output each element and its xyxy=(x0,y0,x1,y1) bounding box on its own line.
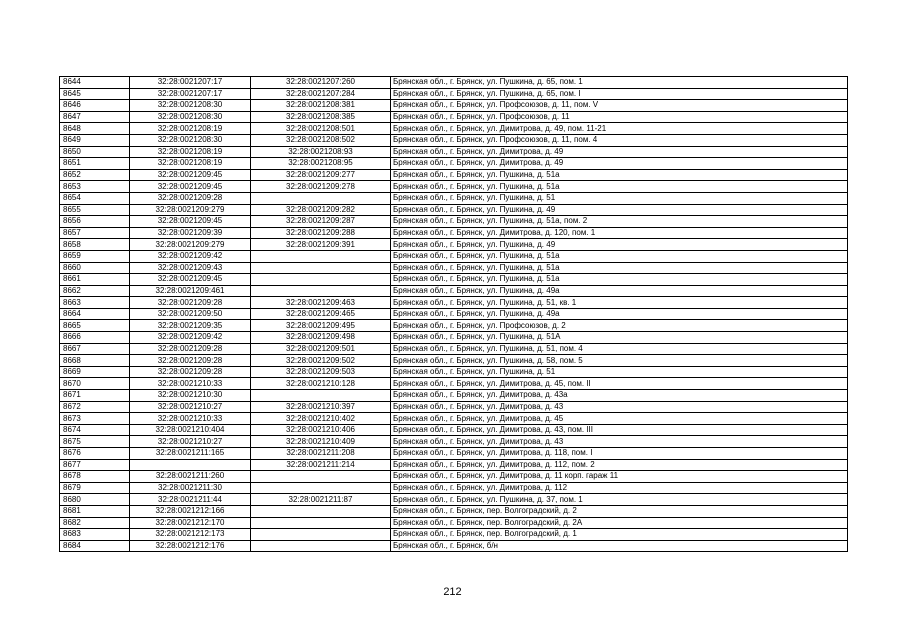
row-number-cell: 8669 xyxy=(60,366,130,378)
object-cadastral-number-cell: 32:28:0021208:95 xyxy=(251,158,391,170)
parcel-cadastral-number-cell: 32:28:0021209:28 xyxy=(130,366,251,378)
object-cadastral-number-cell: 32:28:0021210:409 xyxy=(251,436,391,448)
address-cell: Брянская обл., г. Брянск, ул. Пушкина, д. 51а xyxy=(391,169,848,181)
address-cell: Брянская обл., г. Брянск, ул. Димитрова, д. 45, пом. II xyxy=(391,378,848,390)
parcel-cadastral-number-cell: 32:28:0021209:28 xyxy=(130,343,251,355)
object-cadastral-number-cell: 32:28:0021209:501 xyxy=(251,343,391,355)
parcel-cadastral-number-cell: 32:28:0021211:165 xyxy=(130,448,251,460)
row-number-cell: 8677 xyxy=(60,459,130,471)
row-number-cell: 8667 xyxy=(60,343,130,355)
address-cell: Брянская обл., г. Брянск, ул. Димитрова, д. 49 xyxy=(391,158,848,170)
object-cadastral-number-cell: 32:28:0021210:402 xyxy=(251,413,391,425)
parcel-cadastral-number-cell: 32:28:0021209:50 xyxy=(130,308,251,320)
row-number-cell: 8674 xyxy=(60,424,130,436)
table-row xyxy=(60,517,848,529)
table-row xyxy=(60,216,848,228)
address-cell: Брянская обл., г. Брянск, ул. Пушкина, д. 49а xyxy=(391,285,848,297)
table-row xyxy=(60,181,848,193)
table-row xyxy=(60,77,848,89)
parcel-cadastral-number-cell: 32:28:0021209:39 xyxy=(130,227,251,239)
parcel-cadastral-number-cell: 32:28:0021207:17 xyxy=(130,77,251,89)
parcel-cadastral-number-cell: 32:28:0021208:30 xyxy=(130,111,251,123)
table-row xyxy=(60,262,848,274)
row-number-cell: 8651 xyxy=(60,158,130,170)
object-cadastral-number-cell: 32:28:0021210:128 xyxy=(251,378,391,390)
table-row xyxy=(60,111,848,123)
row-number-cell: 8659 xyxy=(60,250,130,262)
parcel-cadastral-number-cell: 32:28:0021208:19 xyxy=(130,158,251,170)
row-number-cell: 8682 xyxy=(60,517,130,529)
table-row xyxy=(60,355,848,367)
parcel-cadastral-number-cell: 32:28:0021210:27 xyxy=(130,401,251,413)
table-row xyxy=(60,320,848,332)
page-number: 212 xyxy=(443,586,462,598)
row-number-cell: 8653 xyxy=(60,181,130,193)
object-cadastral-number-cell: 32:28:0021208:381 xyxy=(251,100,391,112)
row-number-cell: 8658 xyxy=(60,239,130,251)
parcel-cadastral-number-cell: 32:28:0021209:45 xyxy=(130,169,251,181)
table-row xyxy=(60,123,848,135)
row-number-cell: 8673 xyxy=(60,413,130,425)
row-number-cell: 8683 xyxy=(60,529,130,541)
address-cell: Брянская обл., г. Брянск, ул. Пушкина, д. 49а xyxy=(391,308,848,320)
object-cadastral-number-cell xyxy=(251,540,391,552)
parcel-cadastral-number-cell: 32:28:0021209:45 xyxy=(130,274,251,286)
table-row xyxy=(60,459,848,471)
row-number-cell: 8645 xyxy=(60,88,130,100)
address-cell: Брянская обл., г. Брянск, ул. Димитрова, д. 11 корп. гараж 11 xyxy=(391,471,848,483)
row-number-cell: 8666 xyxy=(60,332,130,344)
table-row xyxy=(60,88,848,100)
object-cadastral-number-cell xyxy=(251,505,391,517)
address-cell: Брянская обл., г. Брянск, ул. Димитрова, д. 45 xyxy=(391,413,848,425)
object-cadastral-number-cell: 32:28:0021209:503 xyxy=(251,366,391,378)
parcel-cadastral-number-cell: 32:28:0021209:42 xyxy=(130,250,251,262)
address-cell: Брянская обл., г. Брянск, ул. Пушкина, д. 51, кв. 1 xyxy=(391,297,848,309)
object-cadastral-number-cell: 32:28:0021209:278 xyxy=(251,181,391,193)
row-number-cell: 8660 xyxy=(60,262,130,274)
row-number-cell: 8656 xyxy=(60,216,130,228)
parcel-cadastral-number-cell: 32:28:0021210:33 xyxy=(130,413,251,425)
object-cadastral-number-cell: 32:28:0021209:288 xyxy=(251,227,391,239)
address-cell: Брянская обл., г. Брянск, пер. Волгоградский, д. 2 xyxy=(391,505,848,517)
parcel-cadastral-number-cell: 32:28:0021210:404 xyxy=(130,424,251,436)
parcel-cadastral-number-cell: 32:28:0021212:173 xyxy=(130,529,251,541)
row-number-cell: 8655 xyxy=(60,204,130,216)
parcel-cadastral-number-cell: 32:28:0021208:30 xyxy=(130,134,251,146)
object-cadastral-number-cell: 32:28:0021209:287 xyxy=(251,216,391,228)
table-row xyxy=(60,448,848,460)
table-row xyxy=(60,227,848,239)
address-cell: Брянская обл., г. Брянск, ул. Димитрова, д. 118, пом. I xyxy=(391,448,848,460)
table-row xyxy=(60,529,848,541)
object-cadastral-number-cell: 32:28:0021209:498 xyxy=(251,332,391,344)
parcel-cadastral-number-cell: 32:28:0021212:176 xyxy=(130,540,251,552)
address-cell: Брянская обл., г. Брянск, ул. Димитрова, д. 49 xyxy=(391,146,848,158)
object-cadastral-number-cell: 32:28:0021208:501 xyxy=(251,123,391,135)
row-number-cell: 8649 xyxy=(60,134,130,146)
address-cell: Брянская обл., г. Брянск, ул. Пушкина, д. 49 xyxy=(391,239,848,251)
parcel-cadastral-number-cell: 32:28:0021209:28 xyxy=(130,297,251,309)
object-cadastral-number-cell: 32:28:0021208:93 xyxy=(251,146,391,158)
table-body xyxy=(60,77,848,552)
table-row xyxy=(60,401,848,413)
parcel-cadastral-number-cell: 32:28:0021209:461 xyxy=(130,285,251,297)
row-number-cell: 8675 xyxy=(60,436,130,448)
row-number-cell: 8650 xyxy=(60,146,130,158)
row-number-cell: 8679 xyxy=(60,482,130,494)
object-cadastral-number-cell xyxy=(251,274,391,286)
object-cadastral-number-cell xyxy=(251,529,391,541)
table-row xyxy=(60,424,848,436)
row-number-cell: 8668 xyxy=(60,355,130,367)
parcel-cadastral-number-cell: 32:28:0021207:17 xyxy=(130,88,251,100)
row-number-cell: 8678 xyxy=(60,471,130,483)
parcel-cadastral-number-cell: 32:28:0021209:279 xyxy=(130,239,251,251)
table-row xyxy=(60,192,848,204)
object-cadastral-number-cell xyxy=(251,192,391,204)
row-number-cell: 8676 xyxy=(60,448,130,460)
row-number-cell: 8672 xyxy=(60,401,130,413)
parcel-cadastral-number-cell: 32:28:0021210:27 xyxy=(130,436,251,448)
address-cell: Брянская обл., г. Брянск, ул. Пушкина, д. 51а xyxy=(391,262,848,274)
object-cadastral-number-cell xyxy=(251,250,391,262)
object-cadastral-number-cell: 32:28:0021209:502 xyxy=(251,355,391,367)
row-number-cell: 8648 xyxy=(60,123,130,135)
object-cadastral-number-cell xyxy=(251,517,391,529)
parcel-cadastral-number-cell: 32:28:0021212:170 xyxy=(130,517,251,529)
row-number-cell: 8663 xyxy=(60,297,130,309)
address-cell: Брянская обл., г. Брянск, ул. Пушкина, д. 65, пом. 1 xyxy=(391,77,848,89)
address-cell: Брянская обл., г. Брянск, пер. Волгоградский, д. 2А xyxy=(391,517,848,529)
address-cell: Брянская обл., г. Брянск, ул. Профсоюзов, д. 2 xyxy=(391,320,848,332)
object-cadastral-number-cell: 32:28:0021209:495 xyxy=(251,320,391,332)
object-cadastral-number-cell: 32:28:0021210:406 xyxy=(251,424,391,436)
row-number-cell: 8644 xyxy=(60,77,130,89)
object-cadastral-number-cell: 32:28:0021210:397 xyxy=(251,401,391,413)
address-cell: Брянская обл., г. Брянск, пер. Волгоградский, д. 1 xyxy=(391,529,848,541)
address-cell: Брянская обл., г. Брянск, ул. Димитрова, д. 112, пом. 2 xyxy=(391,459,848,471)
parcel-cadastral-number-cell: 32:28:0021211:30 xyxy=(130,482,251,494)
object-cadastral-number-cell xyxy=(251,285,391,297)
address-cell: Брянская обл., г. Брянск, ул. Пушкина, д. 58, пом. 5 xyxy=(391,355,848,367)
address-cell: Брянская обл., г. Брянск, ул. Профсоюзов, д. 11, пом. 4 xyxy=(391,134,848,146)
address-cell: Брянская обл., г. Брянск, ул. Пушкина, д. 65, пом. I xyxy=(391,88,848,100)
address-cell: Брянская обл., г. Брянск, ул. Димитрова, д. 43 xyxy=(391,436,848,448)
row-number-cell: 8681 xyxy=(60,505,130,517)
parcel-cadastral-number-cell: 32:28:0021209:45 xyxy=(130,216,251,228)
object-cadastral-number-cell: 32:28:0021209:277 xyxy=(251,169,391,181)
parcel-cadastral-number-cell: 32:28:0021209:43 xyxy=(130,262,251,274)
address-cell: Брянская обл., г. Брянск, ул. Димитрова, д. 43 xyxy=(391,401,848,413)
table-row xyxy=(60,390,848,402)
row-number-cell: 8684 xyxy=(60,540,130,552)
table-row xyxy=(60,250,848,262)
object-cadastral-number-cell: 32:28:0021207:284 xyxy=(251,88,391,100)
object-cadastral-number-cell xyxy=(251,471,391,483)
row-number-cell: 8670 xyxy=(60,378,130,390)
parcel-cadastral-number-cell: 32:28:0021210:33 xyxy=(130,378,251,390)
row-number-cell: 8647 xyxy=(60,111,130,123)
table-row xyxy=(60,343,848,355)
table-row xyxy=(60,366,848,378)
address-cell: Брянская обл., г. Брянск, ул. Пушкина, д. 37, пом. 1 xyxy=(391,494,848,506)
address-cell: Брянская обл., г. Брянск, ул. Димитрова, д. 43, пом. III xyxy=(391,424,848,436)
table-row xyxy=(60,285,848,297)
address-cell: Брянская обл., г. Брянск, ул. Пушкина, д. 49 xyxy=(391,204,848,216)
table-row xyxy=(60,482,848,494)
object-cadastral-number-cell: 32:28:0021211:87 xyxy=(251,494,391,506)
row-number-cell: 8652 xyxy=(60,169,130,181)
address-cell: Брянская обл., г. Брянск, ул. Димитрова, д. 112 xyxy=(391,482,848,494)
parcel-cadastral-number-cell: 32:28:0021209:279 xyxy=(130,204,251,216)
parcel-cadastral-number-cell: 32:28:0021209:35 xyxy=(130,320,251,332)
object-cadastral-number-cell: 32:28:0021209:463 xyxy=(251,297,391,309)
object-cadastral-number-cell xyxy=(251,262,391,274)
address-cell: Брянская обл., г. Брянск, ул. Пушкина, д. 51а, пом. 2 xyxy=(391,216,848,228)
parcel-cadastral-number-cell: 32:28:0021209:28 xyxy=(130,355,251,367)
row-number-cell: 8671 xyxy=(60,390,130,402)
row-number-cell: 8664 xyxy=(60,308,130,320)
object-cadastral-number-cell: 32:28:0021211:208 xyxy=(251,448,391,460)
row-number-cell: 8654 xyxy=(60,192,130,204)
address-cell: Брянская обл., г. Брянск, ул. Пушкина, д. 51, пом. 4 xyxy=(391,343,848,355)
address-cell: Брянская обл., г. Брянск, ул. Димитрова, д. 43а xyxy=(391,390,848,402)
parcel-cadastral-number-cell: 32:28:0021209:42 xyxy=(130,332,251,344)
table-row xyxy=(60,134,848,146)
address-cell: Брянская обл., г. Брянск, ул. Димитрова, д. 49, пом. 11-21 xyxy=(391,123,848,135)
object-cadastral-number-cell: 32:28:0021209:282 xyxy=(251,204,391,216)
address-cell: Брянская обл., г. Брянск, ул. Профсоюзов, д. 11, пом. V xyxy=(391,100,848,112)
parcel-cadastral-number-cell: 32:28:0021208:19 xyxy=(130,146,251,158)
address-cell: Брянская обл., г. Брянск, ул. Пушкина, д. 51 xyxy=(391,192,848,204)
parcel-cadastral-number-cell: 32:28:0021209:28 xyxy=(130,192,251,204)
address-cell: Брянская обл., г. Брянск, ул. Пушкина, д. 51а xyxy=(391,274,848,286)
row-number-cell: 8657 xyxy=(60,227,130,239)
cadastral-table xyxy=(59,76,848,552)
table-row xyxy=(60,436,848,448)
row-number-cell: 8662 xyxy=(60,285,130,297)
table-row xyxy=(60,239,848,251)
table-row xyxy=(60,308,848,320)
table-row xyxy=(60,378,848,390)
table-row xyxy=(60,505,848,517)
parcel-cadastral-number-cell: 32:28:0021212:166 xyxy=(130,505,251,517)
table-row xyxy=(60,332,848,344)
object-cadastral-number-cell: 32:28:0021207:260 xyxy=(251,77,391,89)
object-cadastral-number-cell: 32:28:0021208:385 xyxy=(251,111,391,123)
address-cell: Брянская обл., г. Брянск, ул. Пушкина, д. 51а xyxy=(391,181,848,193)
table-row xyxy=(60,471,848,483)
parcel-cadastral-number-cell: 32:28:0021208:19 xyxy=(130,123,251,135)
table-row xyxy=(60,413,848,425)
object-cadastral-number-cell: 32:28:0021209:465 xyxy=(251,308,391,320)
table-row xyxy=(60,158,848,170)
table-row xyxy=(60,274,848,286)
parcel-cadastral-number-cell: 32:28:0021211:260 xyxy=(130,471,251,483)
address-cell: Брянская обл., г. Брянск, ул. Пушкина, д. 51А xyxy=(391,332,848,344)
address-cell: Брянская обл., г. Брянск, ул. Пушкина, д. 51а xyxy=(391,250,848,262)
address-cell: Брянская обл., г. Брянск, б/н xyxy=(391,540,848,552)
object-cadastral-number-cell: 32:28:0021208:502 xyxy=(251,134,391,146)
table-row xyxy=(60,100,848,112)
row-number-cell: 8661 xyxy=(60,274,130,286)
address-cell: Брянская обл., г. Брянск, ул. Димитрова, д. 120, пом. 1 xyxy=(391,227,848,239)
object-cadastral-number-cell: 32:28:0021209:391 xyxy=(251,239,391,251)
object-cadastral-number-cell xyxy=(251,482,391,494)
parcel-cadastral-number-cell: 32:28:0021210:30 xyxy=(130,390,251,402)
table-row xyxy=(60,169,848,181)
table-row xyxy=(60,494,848,506)
object-cadastral-number-cell: 32:28:0021211:214 xyxy=(251,459,391,471)
row-number-cell: 8665 xyxy=(60,320,130,332)
row-number-cell: 8680 xyxy=(60,494,130,506)
address-cell: Брянская обл., г. Брянск, ул. Профсоюзов, д. 11 xyxy=(391,111,848,123)
address-cell: Брянская обл., г. Брянск, ул. Пушкина, д. 51 xyxy=(391,366,848,378)
parcel-cadastral-number-cell: 32:28:0021209:45 xyxy=(130,181,251,193)
table-row xyxy=(60,204,848,216)
parcel-cadastral-number-cell: 32:28:0021208:30 xyxy=(130,100,251,112)
parcel-cadastral-number-cell: 32:28:0021211:44 xyxy=(130,494,251,506)
parcel-cadastral-number-cell xyxy=(130,459,251,471)
table-row xyxy=(60,297,848,309)
table-row xyxy=(60,540,848,552)
row-number-cell: 8646 xyxy=(60,100,130,112)
object-cadastral-number-cell xyxy=(251,390,391,402)
table-row xyxy=(60,146,848,158)
